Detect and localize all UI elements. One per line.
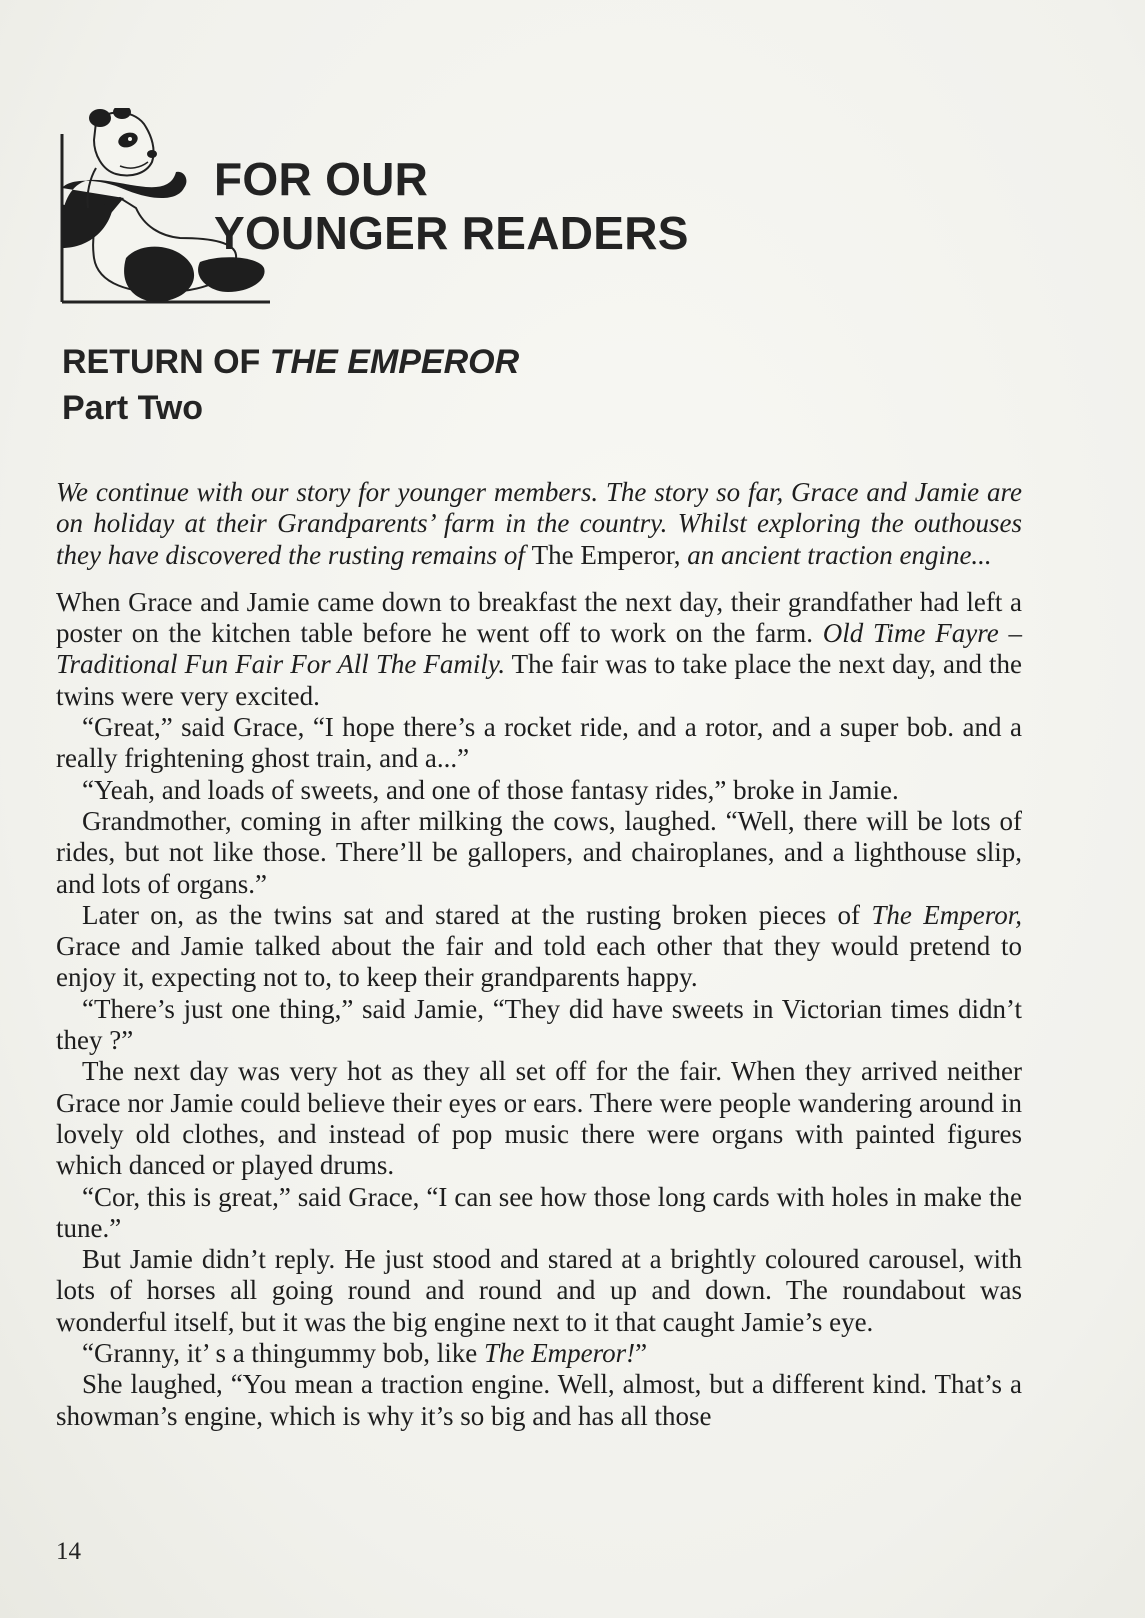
intro-italic: We continue with our story for younger members. The story so far, Grace and Jamie are on holiday at their Grandparents’ farm in the country. Whilst exploring the outhouses they have discovered the rusting remains of	[56, 477, 1022, 570]
paragraph	[56, 1244, 1022, 1338]
paragraph-italic: The Emperor!	[483, 1338, 636, 1369]
story-part: Part Two	[62, 389, 204, 427]
intro-italic-end: an ancient traction engine...	[680, 539, 992, 570]
heading-line-1: FOR OUR	[214, 153, 429, 205]
paragraph-text-end: ”	[635, 1338, 648, 1369]
paragraph-text: “Yeah, and loads of sweets, and one of those fantasy rides,” broke in Jamie.	[82, 774, 899, 805]
story-title-italic: THE EMPEROR	[269, 343, 520, 381]
article-body	[56, 477, 1022, 1432]
paragraph-text: “Great,” said Grace, “I hope there’s a rocket ride, and a rotor, and a super bob. and a really frightening ghost train, and a...”	[56, 712, 1022, 774]
page-number: 14	[56, 1538, 81, 1565]
paragraph	[56, 806, 1022, 900]
intro-roman: The Emperor,	[531, 539, 681, 570]
paragraph	[56, 994, 1022, 1057]
paragraph	[56, 775, 1022, 806]
heading-line-2: YOUNGER READERS	[214, 207, 689, 259]
paragraph-text: When Grace and Jamie came down to breakfast the next day, their grandfather had left a poster on the kitchen table before he went off to work on the farm.	[56, 586, 1022, 649]
paragraph	[56, 712, 1022, 775]
paragraph	[56, 1369, 1022, 1432]
story-title	[62, 340, 519, 384]
story-title-prefix: RETURN OF	[62, 343, 270, 381]
paragraph-text: “Cor, this is great,” said Grace, “I can see how those long cards with holes in make the tune.”	[56, 1181, 1022, 1243]
paragraph-text: But Jamie didn’t reply. He just stood and stared at a brightly coloured carousel, with lots of horses all going round and round and up and down. The roundabout was wonderful itself, but it was the big engine next to it that caught Jamie’s eye.	[56, 1244, 1022, 1337]
intro-paragraph	[56, 477, 1022, 571]
paragraph-text: “Granny, it’ s a thingummy bob, like	[82, 1338, 484, 1369]
paragraph	[56, 587, 1022, 712]
paragraph-text: Grandmother, coming in after milking the cows, laughed. “Well, there will be lots of rides, but not like those. There’ll be gallopers, and chairoplanes, and a lighthouse slip, and lots of organs.”	[56, 805, 1022, 899]
paragraph-text: “There’s just one thing,” said Jamie, “They did have sweets in Victorian times didn’t they ?”	[56, 993, 1022, 1056]
paragraph-text: She laughed, “You mean a traction engine. Well, almost, but a different kind. That’s a showman’s engine, which is why it’s so big and has all those	[56, 1369, 1022, 1431]
paragraph-italic: The Emperor,	[871, 899, 1022, 930]
paragraph	[56, 900, 1022, 994]
paragraph-text-end: Grace and Jamie talked about the fair and told each other that they would pretend to enjoy it, expecting not to, to keep their grandparents happy.	[56, 931, 1022, 993]
paragraph-text-end: The fair was to take place the next day, and the twins were very excited.	[56, 649, 1022, 711]
paragraph-text: Later on, as the twins sat and stared at the rusting broken pieces of	[82, 899, 872, 930]
paragraph-italic: Old Time Fayre – Traditional Fun Fair For All The Family.	[56, 618, 1022, 680]
paragraph	[56, 1056, 1022, 1181]
paragraph	[56, 1182, 1022, 1245]
paragraph	[56, 1338, 1022, 1369]
section-heading	[214, 152, 689, 260]
paragraph-text: The next day was very hot as they all set off for the fair. When they arrived neither Grace nor Jamie could believe their eyes or ears. There were people wandering around in lovely old clothes, and instead of pop music there were organs with painted figures which danced or played drums.	[56, 1056, 1022, 1181]
